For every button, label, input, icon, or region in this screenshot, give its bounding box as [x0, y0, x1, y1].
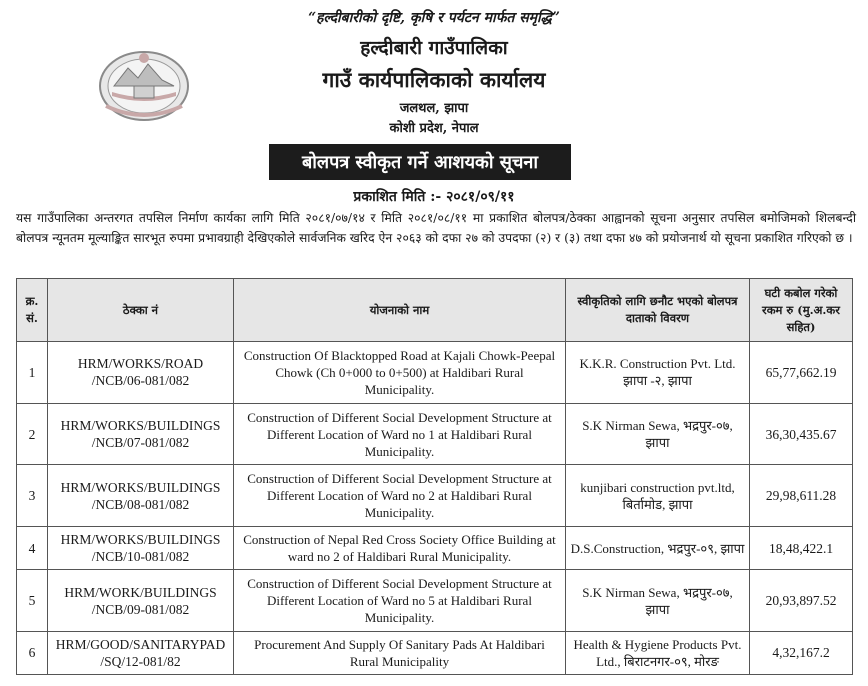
address-line-2: कोशी प्रदेश, नेपाल — [389, 121, 479, 136]
row-contract-no: HRM/WORKS/BUILDINGS /NCB/08-081/082 — [48, 465, 234, 527]
row-contract-no: HRM/GOOD/SANITARYPAD /SQ/12-081/82 — [48, 631, 234, 674]
row-plan-name: Construction of Nepal Red Cross Society Office Building at ward no 2 of Haldibari Rural Municipality. — [234, 527, 566, 570]
bid-acceptance-table — [16, 278, 853, 675]
row-contract-no: HRM/WORK/BUILDINGS /NCB/09-081/082 — [48, 570, 234, 632]
row-sn: 1 — [17, 342, 48, 404]
row-bidder: K.K.R. Construction Pvt. Ltd. झापा -२, झापा — [566, 342, 750, 404]
row-bidder: S.K Nirman Sewa, भद्रपुर-०७, झापा — [566, 403, 750, 465]
row-sn: 5 — [17, 570, 48, 632]
row-plan-name: Construction of Different Social Development Structure at Different Location of Ward no 2 at Haldibari Rural Municipality. — [234, 465, 566, 527]
row-contract-no: HRM/WORKS/BUILDINGS /NCB/07-081/082 — [48, 403, 234, 465]
row-sn: 2 — [17, 403, 48, 465]
row-amount: 29,98,611.28 — [750, 465, 853, 527]
header-plan-name: योजनाको नाम — [234, 279, 566, 342]
table-row — [17, 527, 853, 570]
municipality-name: हल्दीबारी गाउँपालिका — [360, 37, 508, 59]
published-date: प्रकाशित मिति :- २०८१/०९/११ — [353, 189, 515, 205]
address-line-1: जलथल, झापा — [399, 101, 469, 116]
table-row — [17, 570, 853, 632]
slogan: “हल्दीबारीको दृष्टि, कृषि र पर्यटन मार्फत समृद्धि” — [308, 10, 560, 26]
table-row — [17, 342, 853, 404]
notice-title-banner — [269, 144, 571, 180]
row-bidder: D.S.Construction, भद्रपुर-०९, झापा — [566, 527, 750, 570]
row-bidder: S.K Nirman Sewa, भद्रपुर-०७, झापा — [566, 570, 750, 632]
notice-title: बोलपत्र स्वीकृत गर्ने आशयको सूचना — [301, 152, 539, 173]
intro-paragraph: यस गाउँपालिका अन्तरगत तपसिल निर्माण कार्यका लागि मिति २०८१/०७/१४ र मिति २०८१/०८/११ मा प्रकाशित बोलपत्र/ठेक्का आह्वानको सूचना अनुसार तपसिल बमोजिमको शिलबन्दी बोलपत्र न्यूनतम मूल्याङ्कित सारभूत रुपमा प्रभावग्राही देखिएकोले सार्वजनिक खरिद ऐन २०६३ को दफा २७ को उपदफा (२) र (३) तथा दफा ४७ को प्रयोजनार्थ यो सूचना प्रकाशित गरिएको छ । — [16, 211, 856, 245]
row-amount: 4,32,167.2 — [750, 631, 853, 674]
header-sn: क्र. सं. — [17, 279, 48, 342]
row-plan-name: Construction of Different Social Development Structure at Different Location of Ward no 1 at Haldibari Rural Municipality. — [234, 403, 566, 465]
row-plan-name: Construction Of Blacktopped Road at Kajali Chowk-Peepal Chowk (Ch 0+000 to 0+500) at Haldibari Rural Municipality. — [234, 342, 566, 404]
header-bidder-details: स्वीकृतिको लागि छनौट भएको बोलपत्र दाताको विवरण — [566, 279, 750, 342]
header-bid-amount: घटी कबोल गरेको रकम रु (मु.अ.कर सहित) — [750, 279, 853, 342]
row-bidder: kunjibari construction pvt.ltd, बिर्तामोड, झापा — [566, 465, 750, 527]
office-name: गाउँ कार्यपालिकाको कार्यालय — [322, 67, 546, 92]
row-sn: 3 — [17, 465, 48, 527]
row-amount: 20,93,897.52 — [750, 570, 853, 632]
table-row — [17, 465, 853, 527]
row-contract-no: HRM/WORKS/BUILDINGS /NCB/10-081/082 — [48, 527, 234, 570]
row-plan-name: Construction of Different Social Development Structure at Different Location of Ward no 5 at Haldibari Rural Municipality. — [234, 570, 566, 632]
row-sn: 4 — [17, 527, 48, 570]
table-row — [17, 403, 853, 465]
row-bidder: Health & Hygiene Products Pvt. Ltd., बिराटनगर-०९, मोरङ — [566, 631, 750, 674]
row-contract-no: HRM/WORKS/ROAD /NCB/06-081/082 — [48, 342, 234, 404]
table-row — [17, 631, 853, 674]
row-sn: 6 — [17, 631, 48, 674]
table-header-row — [17, 279, 853, 342]
header-contract-no: ठेक्का नं — [48, 279, 234, 342]
row-plan-name: Procurement And Supply Of Sanitary Pads At Haldibari Rural Municipality — [234, 631, 566, 674]
row-amount: 65,77,662.19 — [750, 342, 853, 404]
row-amount: 36,30,435.67 — [750, 403, 853, 465]
row-amount: 18,48,422.1 — [750, 527, 853, 570]
